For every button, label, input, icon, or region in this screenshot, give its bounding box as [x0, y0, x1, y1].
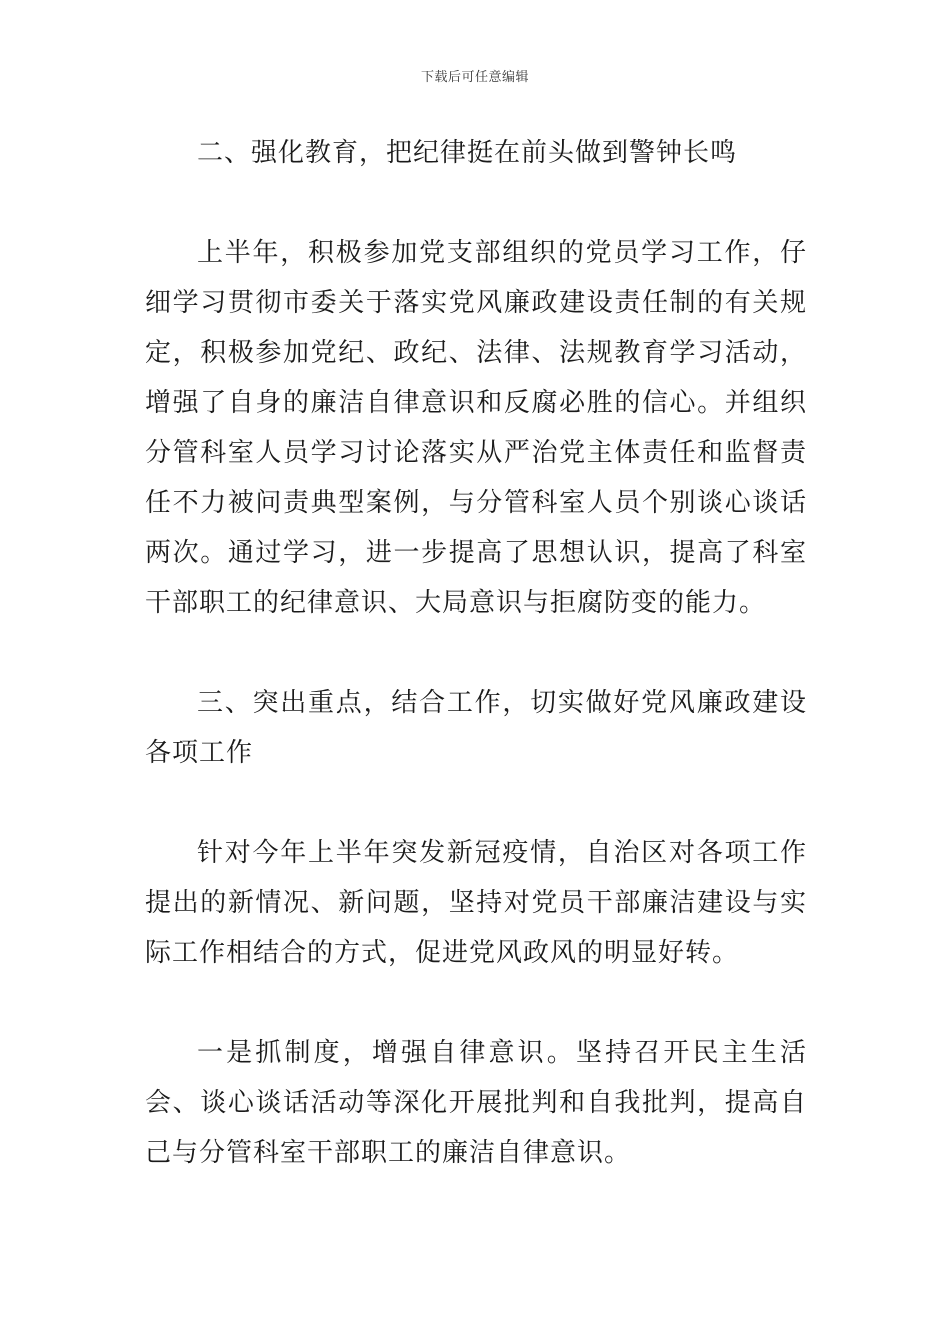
- body-paragraph-study: 上半年，积极参加党支部组织的党员学习工作，仔细学习贯彻市委关于落实党风廉政建设责任制的有关规定，积极参加党纪、政纪、法律、法规教育学习活动，增强了自身的廉洁自律意识和反腐必胜的信心。并组织分管科室人员学习讨论落实从严治党主体责任和监督责任不力被问责典型案例，与分管科室人员个别谈心谈话两次。通过学习，进一步提高了思想认识，提高了科室干部职工的纪律意识、大局意识与拒腐防变的能力。: [145, 238, 807, 618]
- section-heading-2: 二、强化教育，把纪律挺在前头做到警钟长鸣: [197, 138, 738, 168]
- section-heading-3: 三、突出重点，结合工作，切实做好党风廉政建设各项工作: [145, 688, 807, 768]
- body-paragraph-epidemic: 针对今年上半年突发新冠疫情，自治区对各项工作提出的新情况、新问题，坚持对党员干部廉洁建设与实际工作相结合的方式，促进党风政风的明显好转。: [145, 838, 807, 968]
- paragraph-spacer: [145, 628, 807, 678]
- body-paragraph-system: 一是抓制度，增强自律意识。坚持召开民主生活会、谈心谈话活动等深化开展批判和自我批判，提高自己与分管科室干部职工的廉洁自律意识。: [145, 1038, 807, 1168]
- document-body: [145, 128, 807, 1178]
- header-note: 下载后可任意编辑: [420, 70, 529, 85]
- paragraph-spacer: [145, 978, 807, 1028]
- paragraph-spacer: [145, 778, 807, 828]
- paragraph-spacer: [145, 178, 807, 228]
